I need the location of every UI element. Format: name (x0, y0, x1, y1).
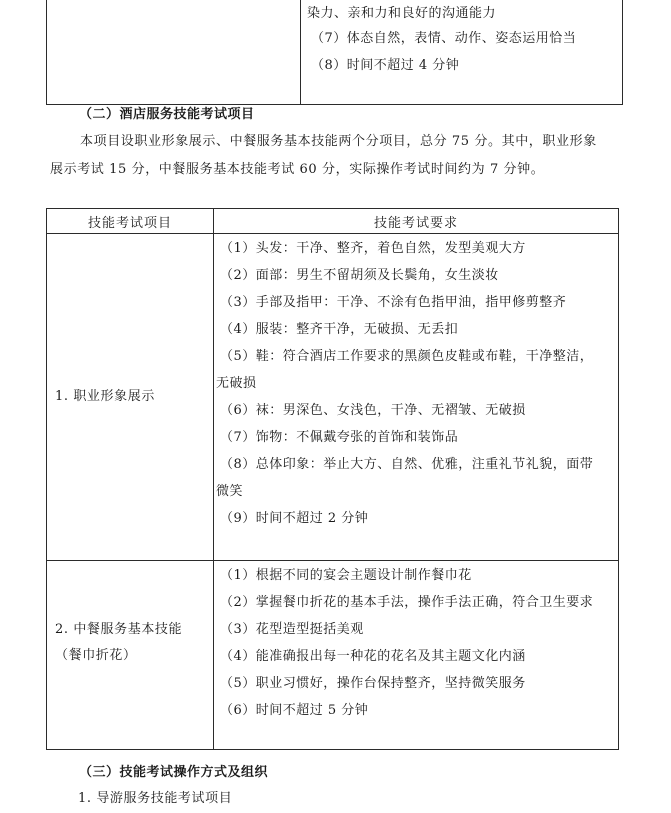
requirements-cell (214, 561, 619, 750)
project-cell (47, 234, 214, 561)
requirement-line: （1）根据不同的宴会主题设计制作餐巾花 (220, 568, 472, 583)
section-paragraph (50, 128, 630, 184)
table-row (47, 0, 623, 105)
paragraph-line: 展示考试 15 分，中餐服务基本技能考试 60 分，实际操作考试时间约为 7 分钟。 (50, 162, 545, 177)
requirement-line: （4）能准确报出每一种花的花名及其主题文化内涵 (220, 649, 526, 664)
project-label: 1. 职业形象展示 (55, 389, 155, 404)
requirement-line: （3）花型造型挺括美观 (220, 622, 364, 637)
requirement-line: （6）袜：男深色、女浅色，干净、无褶皱、无破损 (220, 403, 526, 418)
column-header: 技能考试要求 (214, 209, 619, 234)
project-cell (47, 0, 301, 105)
table-row (47, 561, 619, 750)
requirement-line: （7）饰物：不佩戴夸张的首饰和装饰品 (220, 430, 459, 445)
requirement-line: （4）服装：整齐干净，无破损、无丢扣 (220, 322, 459, 337)
requirement-line: （8）时间不超过 4 分钟 (311, 58, 460, 73)
column-header: 技能考试项目 (47, 209, 214, 234)
requirement-line: （9）时间不超过 2 分钟 (220, 511, 369, 526)
requirement-line: （5）职业习惯好，操作台保持整齐，坚持微笑服务 (220, 676, 526, 691)
requirement-line: （5）鞋：符合酒店工作要求的黑颜色皮鞋或布鞋，干净整洁， (220, 349, 594, 364)
project-label: 2. 中餐服务基本技能 (55, 622, 183, 637)
requirements-cell (301, 0, 623, 105)
subsection-line: 1. 导游服务技能考试项目 (78, 791, 233, 806)
requirement-line: 无破损 (216, 376, 257, 391)
requirement-line: （2）掌握餐巾折花的基本手法，操作手法正确，符合卫生要求 (220, 595, 594, 610)
requirement-line: 染力、亲和力和良好的沟通能力 (307, 6, 497, 21)
top-requirements-table (46, 0, 623, 105)
paragraph-line: 本项目设职业形象展示、中餐服务基本技能两个分项目，总分 75 分。其中，职业形象 (80, 134, 597, 149)
table-header-row (47, 209, 619, 234)
requirement-line: （2）面部：男生不留胡须及长鬓角，女生淡妆 (220, 268, 499, 283)
section-heading: （三）技能考试操作方式及组织 (79, 765, 269, 780)
table-row (47, 234, 619, 561)
project-cell (47, 561, 214, 750)
section-heading: （二）酒店服务技能考试项目 (79, 107, 255, 122)
project-sublabel: （餐巾折花） (55, 648, 137, 663)
requirement-line: （8）总体印象：举止大方、自然、优雅，注重礼节礼貌，面带 (220, 457, 594, 472)
requirement-line: （3）手部及指甲：干净、不涂有色指甲油，指甲修剪整齐 (220, 295, 567, 310)
requirement-line: （7）体态自然，表情、动作、姿态运用恰当 (311, 31, 577, 46)
requirements-cell (214, 234, 619, 561)
skills-exam-table (46, 208, 619, 750)
requirement-line: （6）时间不超过 5 分钟 (220, 703, 369, 718)
requirement-line: （1）头发：干净、整齐，着色自然，发型美观大方 (220, 241, 526, 256)
requirement-line: 微笑 (216, 484, 244, 499)
